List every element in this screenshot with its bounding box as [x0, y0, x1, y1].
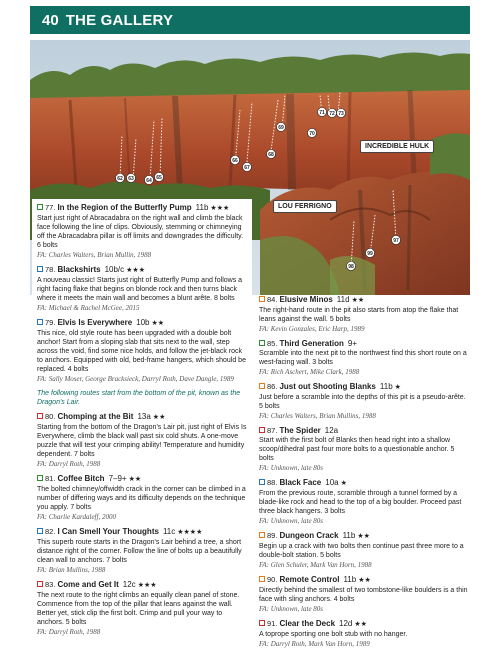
route-number: 89.	[267, 531, 278, 540]
route-name: Just out Shooting Blanks	[279, 382, 376, 391]
route-marker	[308, 129, 317, 138]
checkbox-icon	[259, 620, 265, 626]
route-first-ascent: FA: Michael & Rachel McGee, 2015	[37, 304, 140, 312]
route-entry	[259, 575, 468, 614]
route-grade: 12d	[339, 619, 353, 628]
route-description: Begin up a crack with two bolts then continue past three more to a double-bolt station. 5 bolts	[259, 543, 464, 559]
route-description: Starting from the bottom of the Dragon's Lair pit, just right of Elvis Is Everywhere, climb the black wall past six cold shuts. A one-move puzzle that will test your crimping ability! Temperature and humidity dependent. 7 bolts	[37, 424, 247, 458]
route-description: Start with the first bolt of Blanks then head right into a shallow scoop/dihedral past four more bolts to a questionable anchor. 5 bolts	[259, 437, 455, 462]
route-description: Directly behind the smallest of two tombstone-like boulders is a thin face with sling anchors. 4 bolts	[259, 587, 468, 603]
route-marker	[366, 249, 375, 258]
section-title: THE GALLERY	[65, 11, 174, 29]
checkbox-icon	[259, 479, 265, 485]
route-marker	[392, 236, 401, 245]
route-marker	[145, 176, 154, 185]
route-name: Coffee Bitch	[57, 474, 105, 483]
route-stars: ★★	[354, 621, 367, 628]
checkbox-icon	[259, 383, 265, 389]
route-entry	[259, 478, 468, 526]
route-number: 77.	[45, 203, 56, 212]
route-description: The right-hand route in the pit also starts from atop the flake that leans against the wall. 5 bolts	[259, 307, 459, 323]
route-entry	[37, 318, 248, 384]
note-text: The following routes start from the bottom of the pit, known as the Dragon's Lair.	[37, 390, 241, 406]
svg-text:72: 72	[329, 111, 335, 117]
route-entry	[259, 382, 468, 421]
route-number: 91.	[267, 619, 278, 628]
route-marker	[337, 109, 346, 118]
route-name: Blackshirts	[57, 265, 101, 274]
route-name: Third Generation	[279, 339, 344, 348]
route-number: 85.	[267, 339, 278, 348]
route-stars: ★★	[357, 533, 370, 540]
route-stars: ★★	[151, 320, 165, 327]
route-grade: 11b	[379, 382, 393, 391]
route-description: The bolted chimney/offwidth crack in the corner can be climbed in a number of differing ways and its difficulty depends on the technique you apply. 7 bolts	[37, 486, 246, 511]
route-number: 82.	[45, 527, 56, 536]
route-stars: ★★	[351, 297, 365, 304]
svg-text:97: 97	[393, 238, 399, 244]
route-entry	[37, 203, 248, 260]
route-stars: ★	[394, 384, 401, 391]
route-number: 90.	[267, 575, 278, 584]
route-entry	[37, 580, 248, 637]
route-name: Black Face	[279, 478, 322, 487]
route-grade: 11c	[162, 527, 176, 536]
route-grade: 12c	[122, 580, 136, 589]
section-note	[37, 389, 248, 407]
route-first-ascent: FA: Rich Aschert, Mike Clark, 1988	[259, 368, 360, 376]
checkbox-icon	[37, 528, 43, 534]
route-stars: ★★	[358, 577, 371, 584]
route-name: The Spider	[279, 426, 321, 435]
svg-text:68: 68	[268, 152, 274, 158]
checkbox-icon	[37, 266, 43, 272]
checkbox-icon	[259, 576, 265, 582]
route-number: 87.	[267, 426, 278, 435]
route-entry	[259, 295, 468, 334]
route-grade: 13a	[137, 412, 151, 421]
route-stars: ★★★	[137, 582, 157, 589]
route-grade: 10b/c	[104, 265, 125, 274]
route-stars: ★★★★	[177, 529, 203, 536]
route-grade: 12a	[324, 426, 339, 435]
svg-text:67: 67	[244, 165, 250, 171]
route-grade: 11b	[195, 203, 209, 212]
route-name: Clear the Deck	[279, 619, 336, 628]
route-stars: ★	[340, 480, 347, 487]
svg-text:66: 66	[232, 158, 238, 164]
route-marker	[116, 174, 125, 183]
svg-text:99: 99	[367, 251, 373, 257]
route-grade: 7–9+	[108, 474, 127, 483]
route-marker	[318, 108, 327, 117]
page-header	[30, 6, 470, 34]
route-grade: 11b	[342, 531, 356, 540]
route-description: The next route to the right climbs an equally clean panel of stone. Commence from the top of the pillar that leans against the wall. Better yet, stick clip the first bolt. Crimp and pull your way to anchors. 5 bolts	[37, 592, 240, 626]
route-first-ascent: FA: Kevin Gonzales, Eric Harp, 1989	[259, 325, 365, 333]
route-number: 83.	[45, 580, 56, 589]
checkbox-icon	[37, 475, 43, 481]
route-number: 81.	[45, 474, 56, 483]
checkbox-icon	[37, 204, 43, 210]
route-name: Elvis Is Everywhere	[57, 318, 133, 327]
label-lou-ferrigno: LOU FERRIGNO	[273, 200, 337, 213]
route-marker	[347, 262, 356, 271]
checkbox-icon	[259, 427, 265, 433]
route-name: Come and Get It	[57, 580, 119, 589]
route-stars: ★★★	[126, 267, 145, 274]
checkbox-icon	[259, 296, 265, 302]
route-number: 88.	[267, 478, 278, 487]
route-first-ascent: FA: Darryl Roth, Mark Van Horn, 1989	[259, 640, 370, 648]
route-description: Just before a scramble into the depths of this pit is a pseudo-arête. 5 bolts	[259, 394, 466, 410]
route-description: This nice, old style route has been upgraded with a double bolt anchor! Start from a sloping slab that sits next to the wall, step across the void, find some nice holds, and follow the jet-black rock to anchors. Equipped with old, bed-frame hangers, which should be replaced. 4 bolts	[37, 330, 246, 373]
route-first-ascent: FA: Unknown, late 80s	[259, 605, 324, 613]
svg-text:98: 98	[348, 264, 354, 270]
route-first-ascent: FA: Brian Mullins, 1988	[37, 566, 106, 574]
route-first-ascent: FA: Charlie Kardaleff, 2000	[37, 513, 116, 521]
route-grade: 10a	[325, 478, 339, 487]
checkbox-icon	[259, 340, 265, 346]
left-column	[32, 199, 252, 655]
route-description: A toprope sporting one bolt stub with no hanger.	[259, 631, 408, 638]
route-entry	[37, 412, 248, 469]
route-description: A nouveau classic! Starts just right of Butterfly Pump and follows a right facing flake that begins on blonde rock and then turns black where it meets the main wall and becomes a blunt arête. 8 bolts	[37, 277, 243, 302]
svg-text:62: 62	[117, 176, 123, 182]
route-first-ascent: FA: Glen Schuler, Mark Van Horn, 1988	[259, 561, 372, 569]
route-stars: ★★	[128, 476, 142, 483]
route-first-ascent: FA: Darryl Roth, 1988	[37, 628, 101, 636]
route-stars: ★★★	[210, 205, 230, 212]
right-column	[256, 293, 470, 654]
checkbox-icon	[259, 532, 265, 538]
svg-text:69: 69	[278, 125, 284, 131]
route-marker	[155, 173, 164, 182]
route-description: Start just right of Abracadabra on the right wall and climb the black face following the line of clips. Obviously, stemming or chimneying off the Abracadabra pillar is off limits and downgrades the difficulty. 6 bolts	[37, 215, 244, 249]
svg-text:70: 70	[309, 131, 315, 137]
route-name: Chomping at the Bit	[57, 412, 134, 421]
route-entry	[259, 339, 468, 377]
route-first-ascent: FA: Charles Walters, Brian Mullin, 1988	[37, 251, 152, 259]
route-grade: 10b	[136, 318, 150, 327]
route-name: In the Region of the Butterfly Pump	[57, 203, 192, 212]
route-entry	[259, 426, 468, 473]
route-entry	[259, 531, 468, 570]
route-stars: ★★	[152, 414, 166, 421]
route-marker	[277, 123, 286, 132]
checkbox-icon	[37, 581, 43, 587]
route-marker	[127, 174, 136, 183]
route-marker	[328, 109, 337, 118]
route-entry	[37, 527, 248, 575]
route-first-ascent: FA: Darryl Roth, 1988	[37, 460, 101, 468]
route-first-ascent: FA: Charles Walters, Brian Mullins, 1988	[259, 412, 376, 420]
route-description: Scramble into the next pit to the northwest find this short route on a west-facing wall. 3 bolts	[259, 350, 467, 366]
checkbox-icon	[37, 319, 43, 325]
route-marker	[267, 150, 276, 159]
route-marker	[231, 156, 240, 165]
route-grade: 11b	[343, 575, 357, 584]
route-entry	[259, 619, 468, 649]
svg-text:71: 71	[319, 110, 325, 116]
route-first-ascent: FA: Sally Moser, George Bracksieck, Darryl Roth, Dave Dangle, 1989	[37, 375, 234, 383]
route-first-ascent: FA: Unknown, late 80s	[259, 517, 324, 525]
route-number: 80.	[45, 412, 56, 421]
route-grade: 9+	[347, 339, 358, 348]
route-number: 79.	[45, 318, 56, 327]
route-number: 84.	[267, 295, 278, 304]
route-number: 86.	[267, 382, 278, 391]
svg-text:65: 65	[156, 175, 162, 181]
route-name: Elusive Minos	[279, 295, 333, 304]
svg-text:64: 64	[146, 178, 152, 184]
route-grade: 11d	[336, 295, 350, 304]
page-number: 40	[42, 11, 59, 29]
route-name: Dungeon Crack	[279, 531, 339, 540]
svg-text:63: 63	[128, 176, 134, 182]
route-description: This superb route starts in the Dragon's Lair behind a tree, a short distance right of the corner. Follow the line of bolts up a beautifully clean wall to anchors. 7 bolts	[37, 539, 242, 564]
label-incredible-hulk: INCREDIBLE HULK	[360, 140, 434, 153]
route-name: I Can Smell Your Thoughts	[57, 527, 159, 536]
route-first-ascent: FA: Unknown, late 80s	[259, 464, 324, 472]
checkbox-icon	[37, 413, 43, 419]
route-description: From the previous route, scramble through a tunnel formed by a blade-like rock and head to the top of a big boulder. Proceed past three black hangers. 3 bolts	[259, 490, 462, 515]
route-marker	[243, 163, 252, 172]
route-number: 78.	[45, 265, 56, 274]
route-name: Remote Control	[279, 575, 340, 584]
route-entry	[37, 265, 248, 313]
route-entry	[37, 474, 248, 522]
svg-text:73: 73	[338, 111, 344, 117]
